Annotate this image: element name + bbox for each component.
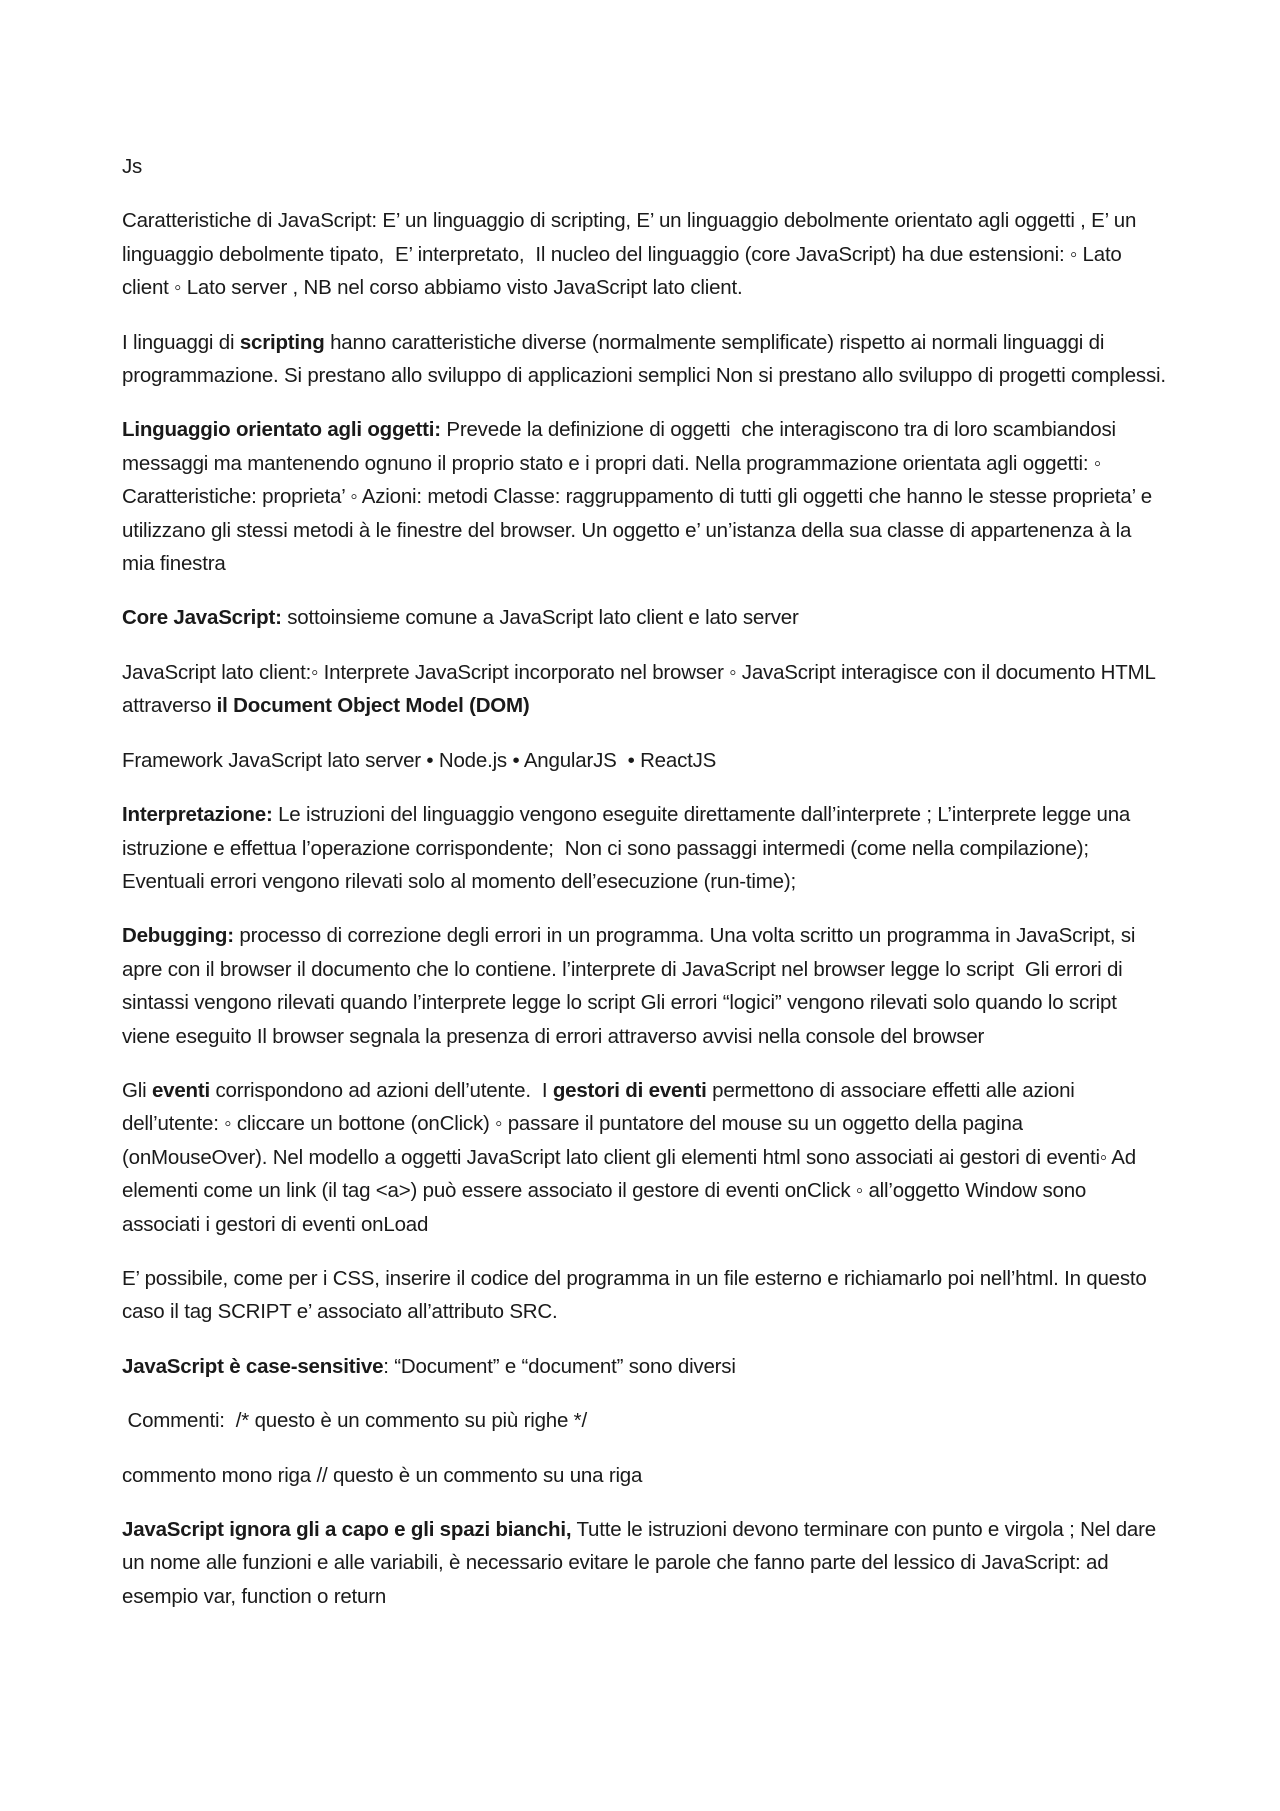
document-page xyxy=(122,150,1167,1634)
text-run: permettono di associare effetti alle azioni dell’utente: ◦ cliccare un bottone (onClick) ◦ passare il puntatore del mouse su un oggetto della pagina (onMouseOver). Nel modello a oggetti JavaScript lato client gli elementi html sono associati ai gestori di eventi◦ Ad elementi come un link (il tag <a>) può essere associato il gestore di eventi onClick ◦ all’oggetto Window sono associati i gestori di eventi onLoad xyxy=(122,1078,1142,1236)
paragraph xyxy=(122,656,1167,723)
text-run: commento mono riga // questo è un commento su una riga xyxy=(122,1463,643,1487)
paragraph xyxy=(122,1459,1167,1492)
paragraph xyxy=(122,919,1167,1053)
paragraph xyxy=(122,798,1167,898)
bold-text-run: Debugging: xyxy=(122,924,234,948)
bold-text-run: il Document Object Model (DOM) xyxy=(216,694,530,718)
bold-text-run: Core JavaScript: xyxy=(122,606,282,630)
text-run: processo di correzione degli errori in un programma. Una volta scritto un programma in JavaScript, si apre con il browser il documento che lo contiene. l’interprete di JavaScript nel browser legge lo script Gli errori di sintassi vengono rilevati quando l’interprete legge lo script Gli errori “logici” vengono rilevati solo quando lo script viene eseguito Il browser segnala la presenza di errori attraverso avvisi nella console del browser xyxy=(122,924,1141,1048)
bold-text-run: Linguaggio orientato agli oggetti: xyxy=(122,418,441,442)
text-run: Prevede la definizione di oggetti che interagiscono tra di loro scambiandosi messaggi ma mantenendo ognuno il proprio stato e i propri dati. Nella programmazione orientata agli oggetti: ◦ Caratteristiche: proprieta’ ◦ Azioni: metodi Classe: raggruppamento di tutti gli oggetti che hanno le stesse proprieta’ e utilizzano gli stessi metodi à le finestre del browser. Un oggetto e’ un’istanza della sua classe di appartenenza à la mia finestra xyxy=(122,418,1158,576)
text-run: JavaScript lato client:◦ Interprete JavaScript incorporato nel browser ◦ JavaScript interagisce con il documento HTML attraverso xyxy=(122,660,1161,718)
paragraph xyxy=(122,744,1167,777)
paragraph xyxy=(122,1262,1167,1329)
bold-text-run: gestori di eventi xyxy=(552,1078,707,1102)
paragraph xyxy=(122,1404,1167,1437)
paragraph xyxy=(122,326,1167,393)
paragraph xyxy=(122,601,1167,634)
paragraph xyxy=(122,1074,1167,1241)
text-run: : “Document” e “document” sono diversi xyxy=(383,1354,736,1378)
text-run: hanno caratteristiche diverse (normalmente semplificate) rispetto ai normali linguaggi di programmazione. Si prestano allo sviluppo di applicazioni semplici Non si prestano allo sviluppo di progetti complessi. xyxy=(122,330,1166,388)
text-run: sottoinsieme comune a JavaScript lato client e lato server xyxy=(281,606,799,630)
text-run: E’ possibile, come per i CSS, inserire il codice del programma in un file esterno e richiamarlo poi nell’html. In questo caso il tag SCRIPT e’ associato all’attributo SRC. xyxy=(122,1266,1153,1324)
text-run: Gli xyxy=(122,1078,152,1102)
bold-text-run: scripting xyxy=(239,330,325,354)
paragraph xyxy=(122,204,1167,304)
text-run: Le istruzioni del linguaggio vengono eseguite direttamente dall’interprete ; L’interprete legge una istruzione e effettua l’operazione corrispondente; Non ci sono passaggi intermedi (come nella compilazione); Eventuali errori vengono rilevati solo al momento dell’esecuzione (run-time); xyxy=(122,803,1136,893)
bold-text-run: JavaScript ignora gli a capo e gli spazi bianchi, xyxy=(122,1518,572,1541)
paragraph xyxy=(122,1513,1167,1613)
bold-text-run: eventi xyxy=(151,1078,211,1102)
paragraph xyxy=(122,1350,1167,1383)
text-run: Framework JavaScript lato server • Node.js • AngularJS • ReactJS xyxy=(122,748,717,772)
text-run: corrispondono ad azioni dell’utente. I xyxy=(210,1078,553,1102)
bold-text-run: Interpretazione: xyxy=(122,803,273,827)
text-run: I linguaggi di xyxy=(122,330,240,354)
text-run: Tutte le istruzioni devono terminare con punto e virgola ; Nel dare un nome alle funzioni e alle variabili, è necessario evitare le parole che fanno parte del lessico di JavaScript: ad esempio var, function o return xyxy=(122,1518,1162,1608)
text-run: Caratteristiche di JavaScript: E’ un linguaggio di scripting, E’ un linguaggio debolmente orientato agli oggetti , E’ un linguaggio debolmente tipato, E’ interpretato, Il nucleo del linguaggio (core JavaScript) ha due estensioni: ◦ Lato client ◦ Lato server , NB nel corso abbiamo visto JavaScript lato client. xyxy=(122,209,1142,300)
document-body xyxy=(122,204,1167,1613)
document-title: Js xyxy=(122,155,143,178)
text-run: Commenti: /* questo è un commento su più righe */ xyxy=(122,1409,587,1433)
bold-text-run: JavaScript è case-sensitive xyxy=(122,1354,384,1378)
paragraph xyxy=(122,413,1167,580)
